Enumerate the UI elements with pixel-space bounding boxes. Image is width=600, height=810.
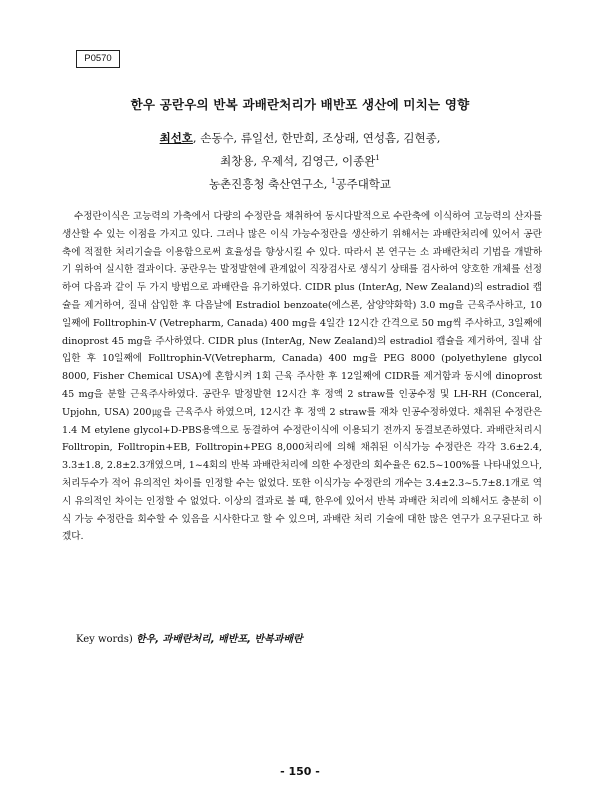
affiliation <box>0 176 600 192</box>
keywords-label: Key words) <box>76 634 133 645</box>
abstract-body <box>62 208 542 546</box>
author-line-2-text: 최창용, 우제석, 김영근, 이종완 <box>220 153 376 168</box>
page-number: - 150 - <box>280 765 320 778</box>
author-line-2 <box>60 148 540 171</box>
keywords-line <box>76 630 546 645</box>
first-author: 최선호 <box>159 131 193 145</box>
author-list <box>60 128 540 171</box>
affiliation-secondary: 공주대학교 <box>335 177 392 191</box>
abstract-code-box: P0570 <box>76 50 120 68</box>
affiliation-primary: 농촌진흥청 축산연구소, <box>208 177 332 191</box>
abstract-paragraph: 수정란이식은 고능력의 가축에서 다량의 수정란을 채취하여 동시다발적으로 수란축에 이식하여 고능력의 산자를 생산할 수 있는 이점을 가지고 있다. 그러나 많은 이식 가능수정란을 생산하기 위해서는 과배란처리에 있어서 공란축에 적절한 처리기술을 이용함으로써 효율성을 향상시킬 수 있다. 따라서 본 연구는 소 과배란처리 기법을 개발하기 위하여 실시한 결과이다. 공란우는 발정발현에 관계없이 직장검사로 생식기 상태를 검사하여 양호한 개체를 선정하여 다음과 같이 두 가지 방법으로 과배란을 유기하였다. CIDR plus (InterAg, New Zealand)의 estradiol 캡슐을 제거하여, 질내 삽입한 후 다음날에 Estradiol benzoate(에스론, 삼양약화학) 3.0 mg을 근육주사하고, 10일째에 Folltrophin-V (Vetrepharm, Canada) 400 mg을 4일간 12시간 간격으로 50 mg씩 주사하고, 3일째에 dinoprost 45 mg을 주사하였다. CIDR plus (InterAg, New Zealand)의 estradiol 캡슐을 제거하여, 질내 삽입한 후 10일째에 Folltrophin-V(Vetrepharm, Canada) 400 mg을 PEG 8000 (polyethylene glycol 8000, Fisher Chemical USA)에 혼합시켜 1회 근육 주사한 후 12일째에 CIDR를 제거함과 동시에 dinoprost 45 mg을 분할 근육주사하였다. 공란우 발정발현 12시간 후 정액 2 straw를 인공수정 및 LH-RH (Conceral, Upjohn, USA) 200㎍을 근육주사 하였으며, 12시간 후 정액 2 straw를 재차 인공수정하였다. 채취된 수정란은 1.4 M etylene glycol+D-PBS용액으로 동결하여 수정란이식에 이용되기 전까지 동결보존하였다. 과배란처리시 Folltropin, Folltropin+EB, Folltropin+PEG 8,000처리에 의해 채취된 이식가능 수정란은 각각 3.6±2.4, 3.3±1.8, 2.8±2.3개였으며, 1~4회의 반복 과배란처리에 의한 수정란의 회수율은 62.5~100%를 나타내었으나, 처리두수가 적어 유의적인 차이를 인정할 수는 없었다. 또한 이식가능 수정란의 개수는 3.4±2.3~5.7±8.1개로 역시 유의적인 차이는 인정할 수 없었다. 이상의 결과로 볼 때, 한우에 있어서 반복 과배란 처리에 의해서도 충분히 이식 가능 수정란을 회수할 수 있음을 시사한다고 할 수 있으며, 과배란 처리 기술에 대한 많은 연구가 요구된다고 하겠다. <box>62 211 542 543</box>
keywords-values: 한우, 과배란처리, 배반포, 반복과배란 <box>135 634 303 645</box>
author-affil-mark: 1 <box>375 154 380 162</box>
author-line-1 <box>60 128 540 148</box>
affiliation-mark: 1 <box>331 177 336 186</box>
paper-title: 한우 공란우의 반복 과배란처리가 배반포 생산에 미치는 영향 <box>130 97 470 112</box>
author-line-1-rest: , 손동수, 류일선, 한만희, 조상래, 연성흠, 김현종, <box>192 131 441 145</box>
